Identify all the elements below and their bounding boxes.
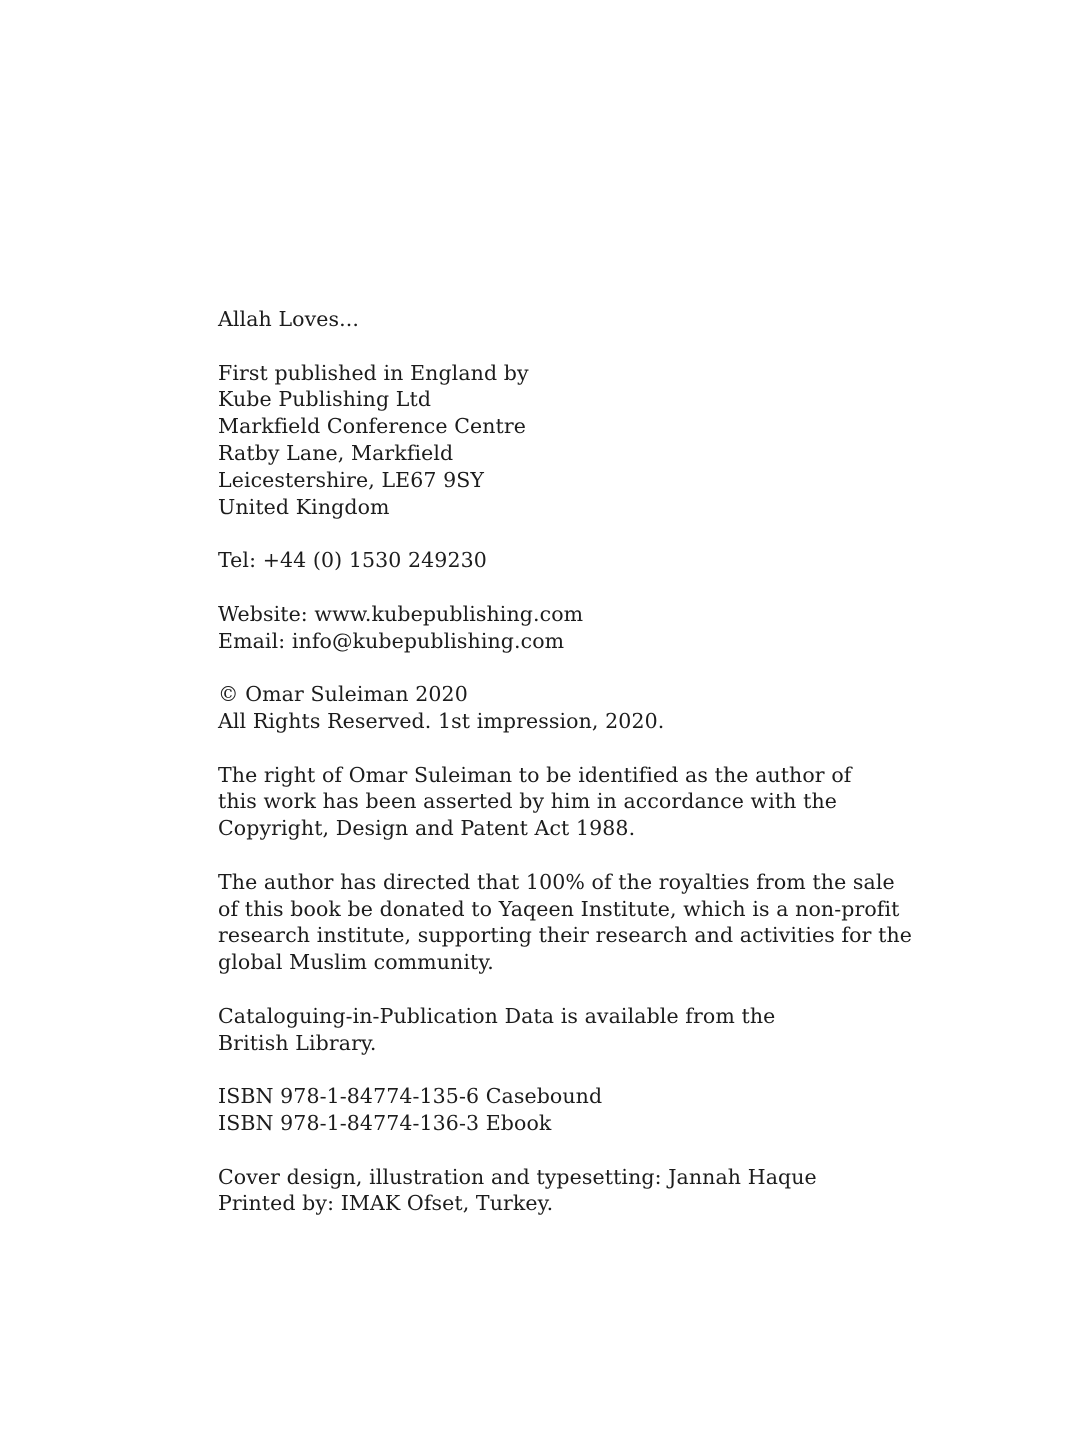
book-title-block (218, 306, 858, 333)
royalties-paragraph (218, 869, 912, 976)
cataloguing-line: British Library. (218, 1030, 377, 1055)
paragraph-line: research institute, supporting their research and activities for the (218, 923, 912, 948)
website: Website: www.kubepublishing.com (218, 601, 584, 626)
publisher-country: United Kingdom (218, 494, 390, 519)
email: Email: info@kubepublishing.com (218, 628, 565, 653)
book-title: Allah Loves... (218, 307, 359, 331)
copyright-content (218, 306, 912, 1244)
paragraph-line: global Muslim community. (218, 950, 494, 975)
publisher-address-line: Ratby Lane, Markfield (218, 440, 454, 465)
cataloguing-block (218, 1003, 858, 1057)
paragraph-line: this work has been asserted by him in accordance with the (218, 789, 837, 814)
cataloguing-line: Cataloguing-in-Publication Data is available from the (218, 1003, 776, 1028)
author-rights-paragraph (218, 762, 858, 842)
copyright-block (218, 681, 858, 735)
paragraph-line: The author has directed that 100% of the royalties from the sale (218, 869, 895, 894)
telephone-block (218, 547, 858, 574)
paragraph-line: of this book be donated to Yaqeen Institute, which is a non-profit (218, 896, 900, 921)
telephone: Tel: +44 (0) 1530 249230 (218, 548, 487, 573)
isbn-ebook: ISBN 978-1-84774-136-3 Ebook (218, 1110, 552, 1135)
publisher-address-line: Markfield Conference Centre (218, 414, 527, 439)
contact-block (218, 601, 858, 655)
isbn-casebound: ISBN 978-1-84774-135-6 Casebound (218, 1084, 603, 1109)
rights-reserved: All Rights Reserved. 1st impression, 2020. (218, 708, 665, 733)
publisher-name: Kube Publishing Ltd (218, 387, 432, 412)
printer-credit: Printed by: IMAK Ofset, Turkey. (218, 1191, 554, 1216)
publisher-address-line: Leicestershire, LE67 9SY (218, 467, 485, 492)
isbn-block (218, 1083, 858, 1137)
publisher-line: First published in England by (218, 360, 529, 385)
design-credit: Cover design, illustration and typesetting: Jannah Haque (218, 1164, 817, 1189)
publisher-address-block (218, 360, 858, 521)
paragraph-line: The right of Omar Suleiman to be identified as the author of (218, 762, 852, 787)
paragraph-line: Copyright, Design and Patent Act 1988. (218, 816, 636, 841)
credits-block (218, 1164, 858, 1218)
copyright-notice: © Omar Suleiman 2020 (218, 682, 468, 707)
